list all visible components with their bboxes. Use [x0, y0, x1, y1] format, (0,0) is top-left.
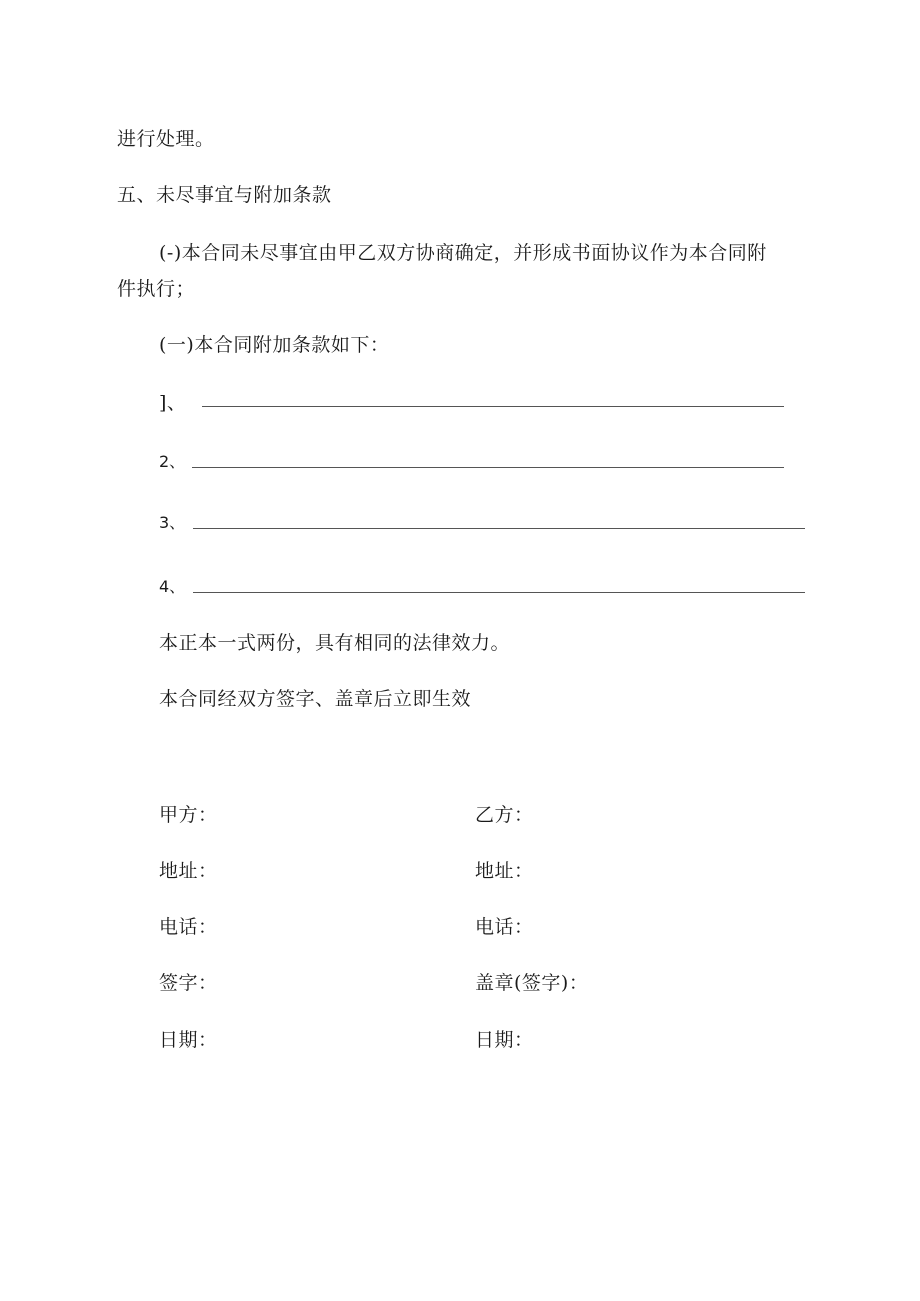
party-a-sign-label: 签字：: [159, 972, 218, 994]
party-a-address-label: 地址：: [159, 860, 218, 882]
term-number: ]、: [159, 392, 187, 414]
term-number: 2、: [159, 452, 186, 471]
party-b-address-label: 地址：: [475, 860, 534, 882]
party-b-name-label: 乙方：: [475, 804, 534, 826]
party-b-seal-sign-label: 盖章(签字)：: [475, 972, 589, 994]
clause-2: (一)本合同附加条款如下：: [159, 334, 390, 356]
party-a-name-label: 甲方：: [159, 804, 218, 826]
party-b-phone-label: 电话：: [475, 916, 534, 938]
party-b-date-label: 日期：: [475, 1029, 534, 1051]
fill-in-blank-line[interactable]: [192, 467, 784, 468]
continuation-text: 进行处理。: [117, 128, 215, 150]
party-a-date-label: 日期：: [159, 1029, 218, 1051]
section-heading: 五、未尽事宜与附加条款: [117, 184, 332, 206]
fill-in-blank-line[interactable]: [193, 592, 805, 593]
term-number: 3、: [159, 513, 186, 532]
term-number: 4、: [159, 577, 186, 596]
party-a-phone-label: 电话：: [159, 916, 218, 938]
copies-statement: 本正本一式两份，具有相同的法律效力。: [159, 632, 511, 654]
clause-1-line-2: 件执行；: [117, 278, 196, 300]
effective-statement: 本合同经双方签字、盖章后立即生效: [159, 688, 472, 710]
fill-in-blank-line[interactable]: [193, 528, 805, 529]
clause-1-line-1: (-)本合同未尽事宜由甲乙双方协商确定，并形成书面协议作为本合同附: [159, 242, 767, 264]
fill-in-blank-line[interactable]: [202, 406, 784, 407]
